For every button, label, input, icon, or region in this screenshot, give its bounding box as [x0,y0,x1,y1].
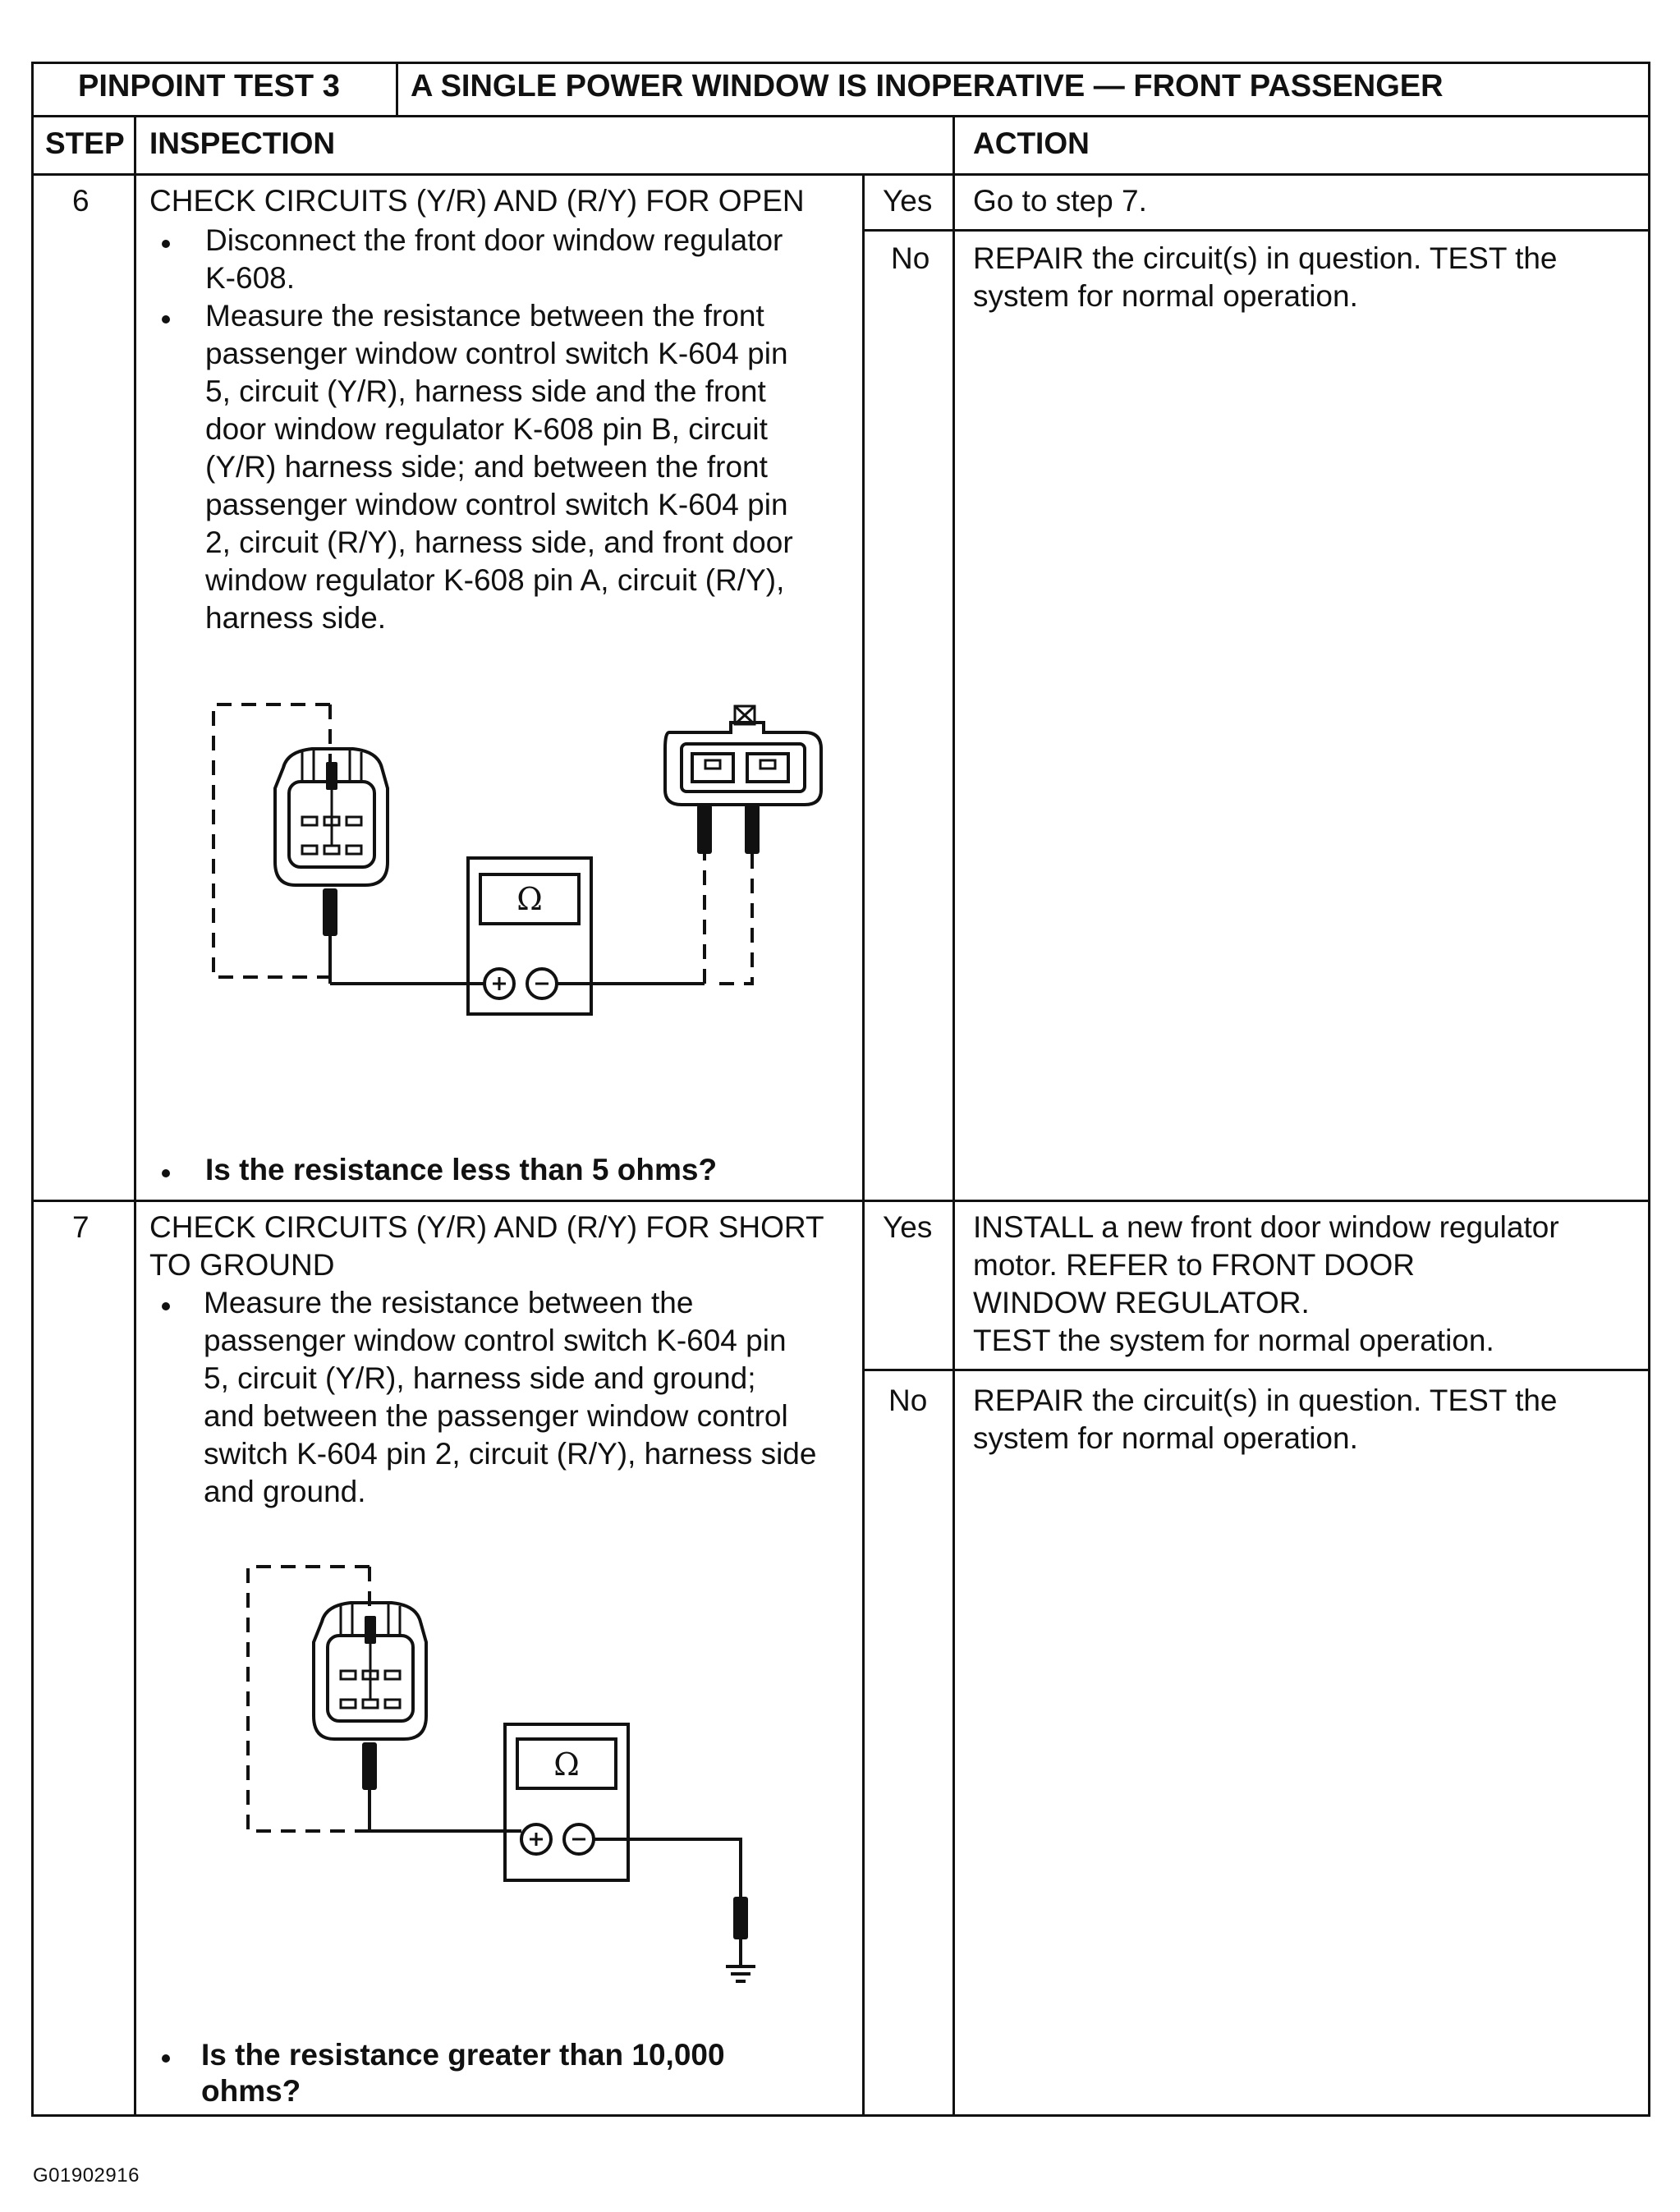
bullet-icon [162,1302,170,1310]
page-title: A SINGLE POWER WINDOW IS INOPERATIVE — FRONT PASSENGER [411,69,1444,103]
bullet-line: and between the passenger window control [204,1399,788,1433]
question-text: ohms? [201,2074,301,2108]
ohm-symbol: Ω [553,1746,580,1783]
action-text: REPAIR the circuit(s) in question. TEST the [973,1384,1558,1417]
step-title: CHECK CIRCUITS (Y/R) AND (R/Y) FOR SHORT [149,1210,824,1244]
bullet-line: 2, circuit (R/Y), harness side, and front door [205,525,793,559]
bullet-icon [162,240,170,248]
bullet-line: K-608. [205,261,296,295]
action-text: REPAIR the circuit(s) in question. TEST the [973,241,1558,275]
resistance-test-diagram-short [230,1552,805,1995]
column-header-inspection: INSPECTION [149,126,336,160]
bullet-line: door window regulator K-608 pin B, circuit [205,412,768,446]
action-text: system for normal operation. [973,279,1358,313]
action-text: WINDOW REGULATOR. [973,1286,1310,1319]
bullet-line: window regulator K-608 pin A, circuit (R/Y), [205,563,785,597]
step-title: TO GROUND [149,1248,335,1282]
step-number: 6 [72,184,90,218]
bullet-line: passenger window control switch K-604 pin [205,337,788,370]
resistance-test-diagram-open [197,690,838,1035]
figure-id: G01902916 [33,2164,140,2187]
answer-label-no: No [888,1384,928,1417]
ohm-symbol: Ω [516,881,543,917]
answer-label-yes: Yes [883,1210,933,1244]
action-text: motor. REFER to FRONT DOOR [973,1248,1415,1282]
action-text: TEST the system for normal operation. [973,1324,1494,1357]
step-title: CHECK CIRCUITS (Y/R) AND (R/Y) FOR OPEN [149,184,805,218]
bullet-line: switch K-604 pin 2, circuit (R/Y), harness side [204,1437,817,1471]
bullet-line: Disconnect the front door window regulator [205,223,783,257]
bullet-icon [162,1169,170,1177]
answer-label-no: No [891,241,930,275]
bullet-icon [162,315,170,324]
bullet-line: and ground. [204,1475,366,1508]
question-text: Is the resistance greater than 10,000 [201,2038,725,2072]
column-header-action: ACTION [973,126,1090,160]
column-header-step: STEP [45,126,125,160]
question-text: Is the resistance less than 5 ohms? [205,1153,718,1186]
answer-label-yes: Yes [883,184,933,218]
pinpoint-test-label: PINPOINT TEST 3 [78,69,340,103]
bullet-line: 5, circuit (Y/R), harness side and ground; [204,1361,756,1395]
bullet-line: Measure the resistance between the [204,1286,694,1319]
step-number: 7 [72,1210,90,1244]
bullet-line: passenger window control switch K-604 pin [205,488,788,521]
bullet-line: Measure the resistance between the front [205,299,764,333]
bullet-line: passenger window control switch K-604 pin [204,1324,787,1357]
action-text: INSTALL a new front door window regulator [973,1210,1559,1244]
action-text: system for normal operation. [973,1421,1358,1455]
bullet-line: 5, circuit (Y/R), harness side and the front [205,374,766,408]
action-text: Go to step 7. [973,184,1147,218]
bullet-line: (Y/R) harness side; and between the front [205,450,768,484]
bullet-icon [162,2054,170,2063]
bullet-line: harness side. [205,601,387,635]
